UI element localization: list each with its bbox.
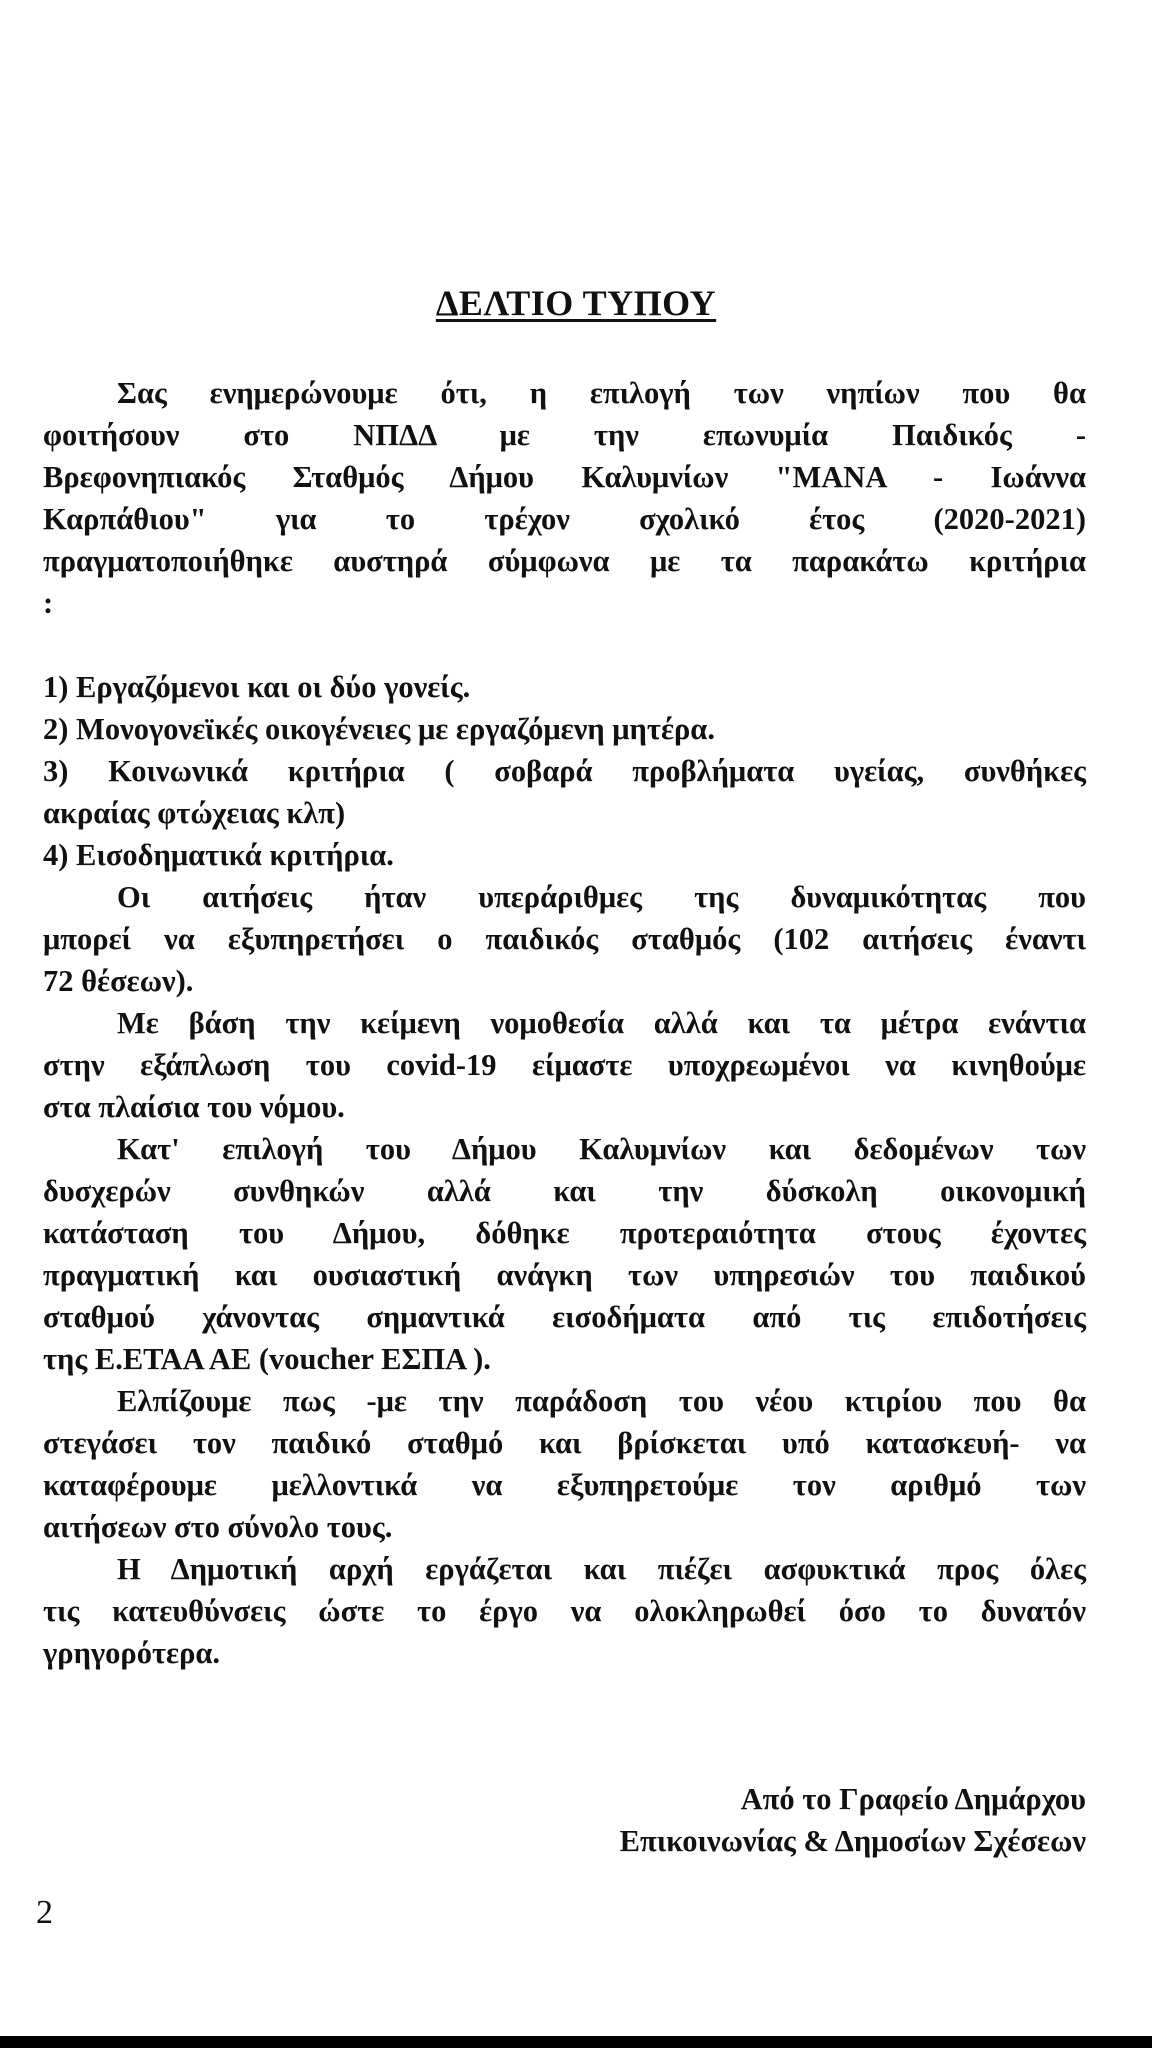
text-line: τις κατευθύνσεις ώστε το έργο να ολοκληρωθεί όσο το δυνατόν bbox=[43, 1594, 1086, 1628]
text-line: Βρεφονηπιακός Σταθμός Δήμου Καλυμνίων "ΜΑΝΑ - Ιωάννα bbox=[43, 460, 1086, 494]
criteria-item: 4) Εισοδηματικά κριτήρια. bbox=[43, 838, 394, 872]
text-line: Καρπάθιου" για το τρέχον σχολικό έτος (2020-2021) bbox=[43, 502, 1086, 536]
text-line: 72 θέσεων). bbox=[43, 964, 194, 998]
text-line: ακραίας φτώχειας κλπ) bbox=[43, 796, 346, 830]
text-line: στα πλαίσια του νόμου. bbox=[43, 1090, 345, 1124]
text-line: : bbox=[43, 586, 54, 620]
text-line: κατάσταση του Δήμου, δόθηκε προτεραιότητα στους έχοντες bbox=[43, 1216, 1086, 1250]
signature-line: Από το Γραφείο Δημάρχου bbox=[740, 1782, 1086, 1816]
text-line: της Ε.ΕΤΑΑ ΑΕ (voucher ΕΣΠΑ ). bbox=[43, 1342, 491, 1376]
text-line: πραγματική και ουσιαστική ανάγκη των υπηρεσιών του παιδικού bbox=[43, 1258, 1086, 1292]
criteria-item: 3) Κοινωνικά κριτήρια ( σοβαρά προβλήματα υγείας, συνθήκες bbox=[43, 754, 1086, 788]
text-line: στεγάσει τον παιδικό σταθμό και βρίσκεται υπό κατασκευή- να bbox=[43, 1426, 1086, 1460]
text-line: φοιτήσουν στο ΝΠΔΔ με την επωνυμία Παιδικός - bbox=[43, 418, 1086, 452]
text-line: Σας ενημερώνουμε ότι, η επιλογή των νηπίων που θα bbox=[117, 376, 1086, 410]
text-line: Με βάση την κείμενη νομοθεσία αλλά και τα μέτρα ενάντια bbox=[117, 1006, 1086, 1040]
document-body bbox=[43, 372, 1086, 1674]
text-line: μπορεί να εξυπηρετήσει ο παιδικός σταθμός (102 αιτήσεις έναντι bbox=[43, 922, 1086, 956]
criteria-item: 1) Εργαζόμενοι και οι δύο γονείς. bbox=[43, 670, 471, 704]
text-line: δυσχερών συνθηκών αλλά και την δύσκολη οικονομική bbox=[43, 1174, 1086, 1208]
page-number: 2 bbox=[36, 1894, 53, 1931]
paragraph-gap bbox=[43, 624, 1086, 666]
text-line: γρηγορότερα. bbox=[43, 1636, 221, 1670]
text-line: Κατ' επιλογή του Δήμου Καλυμνίων και δεδομένων των bbox=[117, 1132, 1086, 1166]
signature-block bbox=[620, 1778, 1086, 1862]
text-line: στην εξάπλωση του covid-19 είμαστε υποχρεωμένοι να κινηθούμε bbox=[43, 1048, 1086, 1082]
text-line: Οι αιτήσεις ήταν υπεράριθμες της δυναμικότητας που bbox=[117, 880, 1086, 914]
criteria-item: 2) Μονογονεϊκές οικογένειες με εργαζόμενη μητέρα. bbox=[43, 712, 715, 746]
text-line: καταφέρουμε μελλοντικά να εξυπηρετούμε τον αριθμό των bbox=[43, 1468, 1086, 1502]
document-title: ΔΕΛΤΙΟ ΤΥΠΟΥ bbox=[435, 283, 717, 323]
signature-line: Επικοινωνίας & Δημοσίων Σχέσεων bbox=[619, 1824, 1086, 1858]
text-line: Η Δημοτική αρχή εργάζεται και πιέζει ασφυκτικά προς όλες bbox=[117, 1552, 1086, 1586]
text-line: Ελπίζουμε πως -με την παράδοση του νέου κτιρίου που θα bbox=[117, 1384, 1086, 1418]
bottom-edge-bar bbox=[0, 2036, 1152, 2048]
text-line: σταθμού χάνοντας σημαντικά εισοδήματα από τις επιδοτήσεις bbox=[43, 1300, 1086, 1334]
text-line: αιτήσεων στο σύνολο τους. bbox=[43, 1510, 393, 1544]
text-line: πραγματοποιήθηκε αυστηρά σύμφωνα με τα παρακάτω κριτήρια bbox=[43, 544, 1086, 578]
